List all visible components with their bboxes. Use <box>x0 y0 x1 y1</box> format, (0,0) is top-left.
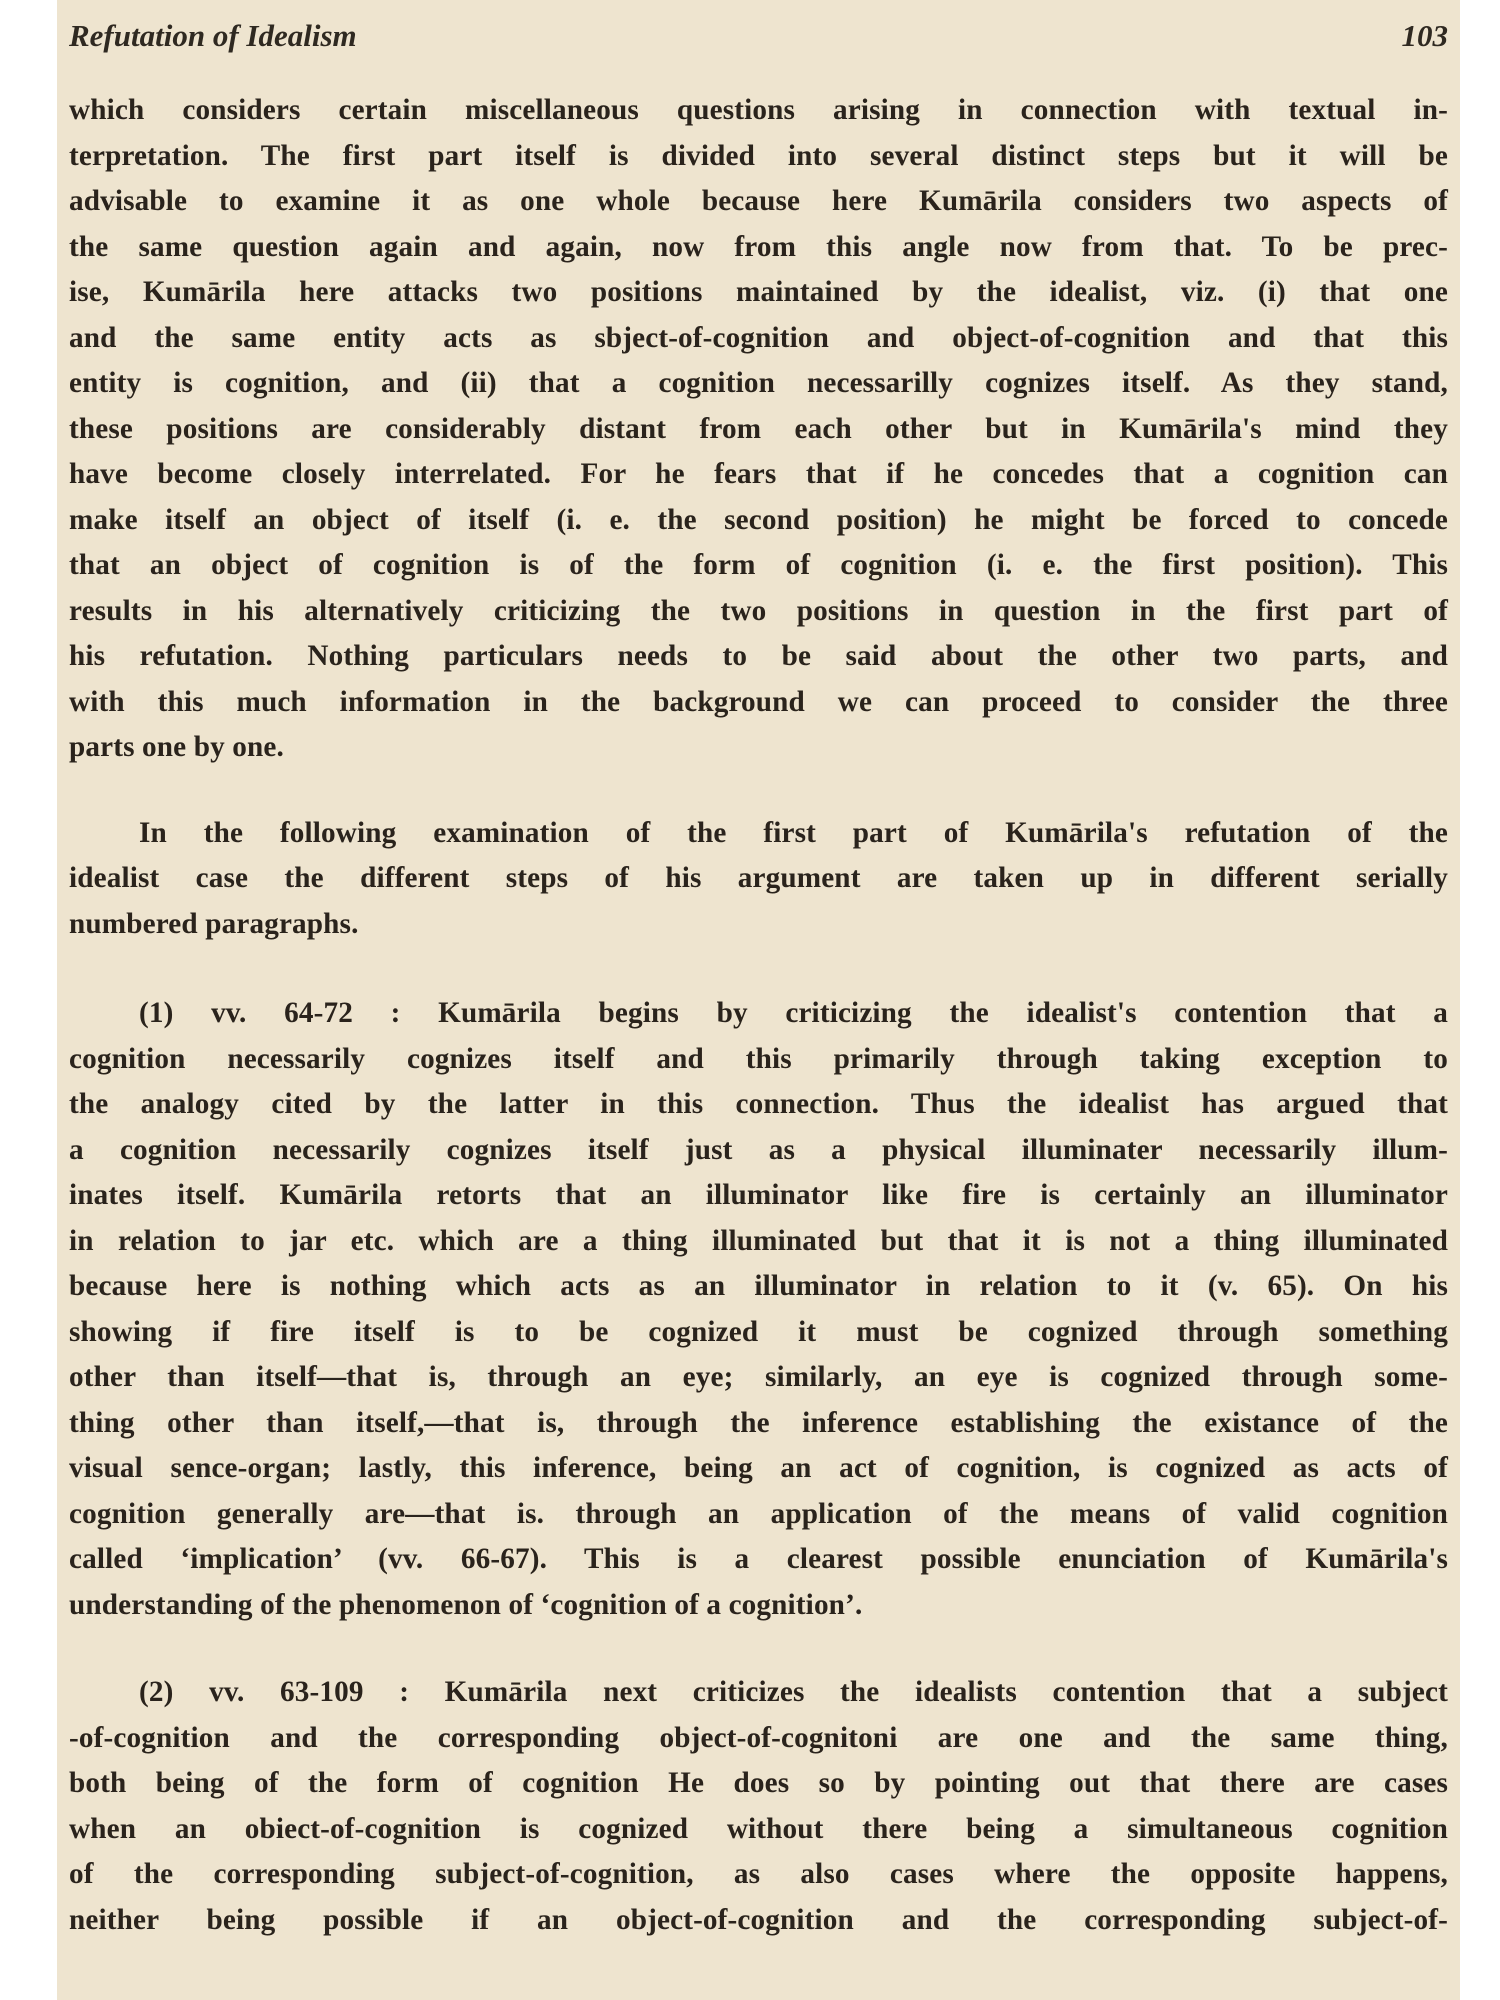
text-line: idealist case the different steps of his argument are taken up in different serially <box>69 862 1448 894</box>
text-line: cognition generally are—that is. through an application of the means of valid cognition <box>69 1497 1448 1530</box>
paragraph-intro <box>69 88 1448 771</box>
text-line: (2) vv. 63-109 : Kumārila next criticizes the idealists contention that a subject <box>139 1676 1448 1708</box>
running-title: Refutation of Idealism <box>69 18 357 53</box>
text-line: (1) vv. 64-72 : Kumārila begins by criticizing the idealist's contention that a <box>139 997 1448 1029</box>
paragraph-spacer <box>69 1628 1448 1670</box>
text-line: advisable to examine it as one whole because here Kumārila considers two aspects of <box>69 185 1448 217</box>
text-line: a cognition necessarily cognizes itself just as a physical illuminater necessarily illum- <box>69 1133 1448 1166</box>
text-line: cognition necessarily cognizes itself and this primarily through taking exception to <box>69 1042 1448 1075</box>
text-line: -of-cognition and the corresponding object-of-cognitoni are one and the same thing, <box>69 1721 1448 1754</box>
text-line: because here is nothing which acts as an illuminator in relation to it (v. 65). On his <box>69 1270 1448 1302</box>
text-line: numbered paragraphs. <box>69 907 359 940</box>
text-line: ise, Kumārila here attacks two positions maintained by the idealist, viz. (i) that one <box>69 276 1448 308</box>
text-line: entity is cognition, and (ii) that a cognition necessarilly cognizes itself. As they stand, <box>69 367 1448 399</box>
paragraph-examination <box>69 811 1448 948</box>
text-line: In the following examination of the first part of Kumārila's refutation of the <box>139 816 1448 849</box>
text-line: inates itself. Kumārila retorts that an illuminator like fire is certainly an illuminator <box>69 1179 1448 1211</box>
text-line: understanding of the phenomenon of ‘cognition of a cognition’. <box>69 1588 863 1621</box>
text-line: have become closely interrelated. For he fears that if he concedes that a cognition can <box>69 458 1448 490</box>
text-line: other than itself—that is, through an eye; similarly, an eye is cognized through some- <box>69 1361 1448 1393</box>
text-line: the analogy cited by the latter in this connection. Thus the idealist has argued that <box>69 1088 1448 1120</box>
text-line: in relation to jar etc. which are a thing illuminated but that it is not a thing illuminated <box>69 1224 1448 1257</box>
text-line: and the same entity acts as sbject-of-cognition and object-of-cognition and that this <box>69 321 1448 354</box>
text-line: both being of the form of cognition He does so by pointing out that there are cases <box>69 1767 1448 1799</box>
text-line: neither being possible if an object-of-cognition and the corresponding subject-of- <box>69 1903 1448 1936</box>
text-line: thing other than itself,—that is, through the inference establishing the existance of the <box>69 1406 1448 1439</box>
paragraph-section-2 <box>69 1670 1448 1943</box>
paragraph-section-1 <box>69 991 1448 1628</box>
running-header <box>69 18 1448 88</box>
text-line: parts one by one. <box>69 731 284 763</box>
paragraph-spacer <box>69 947 1448 991</box>
text-line: which considers certain miscellaneous questions arising in connection with textual in- <box>69 94 1448 126</box>
paragraph-spacer <box>69 771 1448 811</box>
text-line: his refutation. Nothing particulars needs to be said about the other two parts, and <box>69 640 1448 672</box>
text-line: visual sence-organ; lastly, this inference, being an act of cognition, is cognized as acts of <box>69 1452 1448 1484</box>
text-line: make itself an object of itself (i. e. the second position) he might be forced to concede <box>69 503 1448 536</box>
text-line: when an obiect-of-cognition is cognized without there being a simultaneous cognition <box>69 1812 1448 1845</box>
text-line: the same question again and again, now from this angle now from that. To be prec- <box>69 230 1448 263</box>
text-line: results in his alternatively criticizing the two positions in question in the first part of <box>69 594 1448 627</box>
book-page <box>57 0 1460 2000</box>
text-line: called ‘implication’ (vv. 66-67). This is a clearest possible enunciation of Kumārila's <box>69 1543 1448 1575</box>
text-line: showing if fire itself is to be cognized it must be cognized through something <box>69 1315 1448 1348</box>
text-line: these positions are considerably distant from each other but in Kumārila's mind they <box>69 412 1448 445</box>
page-number: 103 <box>1401 18 1448 53</box>
text-line: terpretation. The first part itself is divided into several distinct steps but it will be <box>69 139 1448 172</box>
text-line: of the corresponding subject-of-cognition, as also cases where the opposite happens, <box>69 1858 1448 1890</box>
text-line: that an object of cognition is of the form of cognition (i. e. the first position). This <box>69 549 1448 581</box>
text-line: with this much information in the background we can proceed to consider the three <box>69 685 1448 718</box>
